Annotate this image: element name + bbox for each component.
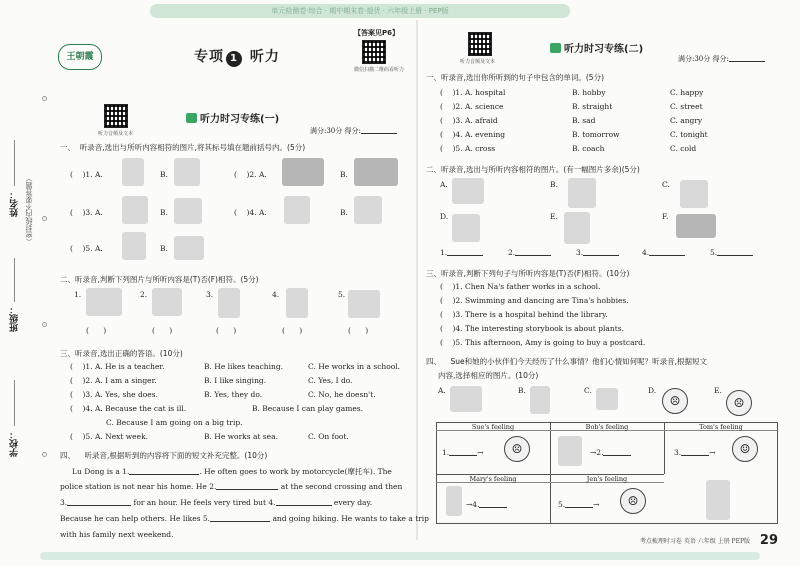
school-label: 学校：	[10, 430, 20, 457]
picture	[530, 386, 550, 414]
feeling-answer[interactable]: →2.	[590, 448, 631, 457]
binding-hole	[42, 216, 47, 221]
option-label: C. angry	[670, 116, 703, 125]
answer-item[interactable]: ( )1. A.	[70, 170, 103, 179]
passage-line: with his family next weekend.	[60, 530, 174, 539]
option-label: B.	[550, 180, 558, 189]
picture	[558, 436, 582, 466]
option-label: B. Yes, they do.	[204, 390, 263, 399]
binding-hole	[42, 96, 47, 101]
question-heading: 四、 Sue和她的小伙伴们今天经历了什么事情？他们心情如何呢？听录音,根据短文	[426, 357, 708, 366]
feeling-answer[interactable]: 3. →	[674, 448, 716, 457]
option-label: D.	[440, 212, 449, 221]
score-line: 满分:30分 得分:	[310, 126, 397, 136]
binding-hole	[42, 452, 47, 457]
option-label: B.	[160, 244, 168, 253]
picture	[122, 196, 148, 224]
option-label: B. He likes teaching.	[204, 362, 284, 371]
picture	[282, 158, 324, 186]
tf-item[interactable]: ( )4. The interesting storybook is about plants.	[440, 324, 624, 333]
option-label: E.	[550, 212, 558, 221]
picture	[152, 288, 182, 316]
name-line	[14, 140, 15, 186]
publisher-logo: 王朝霞	[58, 44, 102, 70]
picture	[452, 214, 480, 242]
tf-bracket[interactable]: ( )	[86, 326, 107, 335]
option-label: C. cold	[670, 144, 697, 153]
name-label: 姓名：	[10, 190, 20, 217]
school-line	[14, 380, 15, 426]
option-label: C. street	[670, 102, 703, 111]
tf-bracket[interactable]: ( )	[216, 326, 237, 335]
binding-strip	[0, 0, 50, 566]
passage-line: police station is not near his home. He 2. at the second crossing and then	[60, 482, 403, 491]
tf-item[interactable]: ( )3. There is a hospital behind the library.	[440, 310, 608, 319]
option-label: A.	[438, 386, 446, 395]
feeling-answer[interactable]: 1. →	[442, 448, 484, 457]
fill-blank[interactable]	[67, 505, 131, 506]
option-label: C.	[584, 386, 592, 395]
page-number: 29	[759, 533, 778, 548]
answer-item[interactable]: ( )1. A. He is a teacher.	[70, 362, 165, 371]
picture	[122, 232, 146, 260]
question-heading: 二、听录音,选出与所听内容相符的图片。(有一幅图片多余)(5分)	[426, 165, 640, 174]
answer-item[interactable]: ( )2. A. I am a singer.	[70, 376, 157, 385]
bottom-band	[40, 552, 760, 560]
passage-line: Because he can help others. He likes 5. and going hiking. He wants to take a trip	[60, 514, 429, 523]
fill-blank[interactable]	[210, 521, 270, 522]
picture	[680, 180, 708, 208]
answer-item[interactable]: ( )4. A.	[234, 208, 267, 217]
option-label: C. He works in a school.	[308, 362, 401, 371]
tf-bracket[interactable]: ( )	[152, 326, 173, 335]
tf-bracket[interactable]: ( )	[282, 326, 303, 335]
project-title	[194, 46, 280, 67]
option-label: E.	[714, 386, 722, 395]
class-label: 班级：	[10, 305, 20, 332]
picture	[354, 158, 398, 186]
answer-item[interactable]: ( )2. A. science	[440, 102, 504, 111]
tf-item[interactable]: ( )5. This afternoon, Amy is going to buy a postcard.	[440, 338, 646, 347]
answer-tag: 【答案见P6】	[354, 29, 400, 37]
item-number: 3.	[206, 290, 214, 299]
option-label: B.	[160, 208, 168, 217]
item-number: 4.	[272, 290, 280, 299]
sad-face-icon: ☹	[504, 436, 530, 462]
page-spine	[416, 20, 418, 540]
picture	[564, 212, 590, 244]
option-label: F.	[662, 212, 669, 221]
project-title-text: 听力	[249, 49, 280, 65]
left-page	[58, 18, 429, 548]
option-label: B.	[340, 208, 348, 217]
picture	[354, 196, 382, 224]
answer-item[interactable]: ( )4. A. Because the cat is ill.	[70, 404, 187, 413]
question-heading: 四、 听录音,根据听到的内容将下面的短文补充完整。(10分)	[60, 451, 268, 460]
item-number: 1.	[74, 290, 82, 299]
feeling-header: Tom's feeling	[699, 423, 743, 431]
project-title-prefix: 专项	[194, 49, 224, 65]
answer-item[interactable]: ( )1. A. hospital	[440, 88, 506, 97]
option-label: C. No, he doesn't.	[308, 390, 376, 399]
picture	[174, 236, 204, 260]
qr-caption: 听力音频及文本	[98, 131, 134, 137]
feeling-header: Sue's feeling	[471, 423, 515, 431]
option-label: B. I like singing.	[204, 376, 267, 385]
answer-item[interactable]: ( )3. A.	[70, 208, 103, 217]
section-title-one: 听力时习专练(一)	[186, 110, 279, 125]
question-heading: 三、听录音,选出正确的答语。(10分)	[60, 349, 183, 358]
picture	[568, 178, 596, 208]
picture	[452, 178, 484, 204]
option-label: B. coach	[572, 144, 605, 153]
question-heading-cont: 内容,选择相应的图片。(10分)	[438, 371, 539, 380]
sad-face-icon: ☹	[662, 388, 688, 414]
answer-item[interactable]: ( )3. A. afraid	[440, 116, 498, 125]
score-line: 满分:30分 得分:	[678, 54, 765, 64]
picture	[286, 288, 308, 318]
picture	[174, 158, 200, 186]
picture	[174, 198, 202, 224]
qr-code-icon[interactable]	[468, 32, 492, 56]
option-label: B. Because I can play games.	[252, 404, 363, 413]
answer-blank[interactable]: 1.	[440, 248, 483, 257]
feeling-answer[interactable]: →4.	[466, 500, 507, 509]
answer-item[interactable]: ( )5. A.	[70, 244, 103, 253]
project-number: 1	[226, 51, 242, 67]
tf-item[interactable]: ( )1. Chen Na's father works in a school.	[440, 282, 601, 291]
picture	[676, 214, 716, 238]
option-label: C. tonight	[670, 130, 708, 139]
passage-line: Lu Dong is a 1. . He often goes to work by motorcycle(摩托车). The	[72, 467, 392, 476]
picture	[284, 196, 310, 224]
answer-item[interactable]: ( )5. A. cross	[440, 144, 496, 153]
sad-face-icon: ☹	[620, 488, 646, 514]
feeling-header: Bob's feeling	[585, 423, 629, 431]
option-label: D.	[648, 386, 657, 395]
option-label: C. Yes, I do.	[308, 376, 353, 385]
picture	[348, 290, 380, 318]
angry-face-icon: ☹	[726, 390, 752, 416]
answer-blank[interactable]: 3.	[576, 248, 619, 257]
question-heading: 一、 听录音,选出与所听内容相符的图片,将其标号填在题前括号内。(5分)	[60, 143, 306, 152]
passage-line: 3. for an hour. He feels very tired but 4. every day.	[60, 498, 373, 507]
answer-blank[interactable]: 5.	[710, 248, 753, 257]
picture	[450, 386, 482, 412]
section-title-two: 听力时习专练(二)	[550, 40, 643, 55]
picture	[122, 158, 144, 186]
picture	[86, 288, 122, 316]
page-footer: 考点梳理时习卷 英语 六年级 上册 PEP版	[639, 538, 750, 545]
item-number: 5.	[338, 290, 346, 299]
girl-picture	[706, 480, 730, 520]
answer-item[interactable]: ( )3. A. Yes, she does.	[70, 390, 158, 399]
section-badge-icon	[186, 113, 197, 123]
fill-blank[interactable]	[216, 489, 278, 490]
option-label: B. straight	[572, 102, 613, 111]
section-badge-icon	[550, 43, 561, 53]
qr-caption: 微信扫描二维码看听力	[354, 67, 405, 73]
option-label: B. hobby	[572, 88, 606, 97]
option-label: C. On foot.	[308, 432, 349, 441]
qr-caption: 听力音频及文本	[460, 59, 496, 65]
feeling-header: Jen's feeling	[586, 475, 628, 483]
answer-item[interactable]: ( )2. A.	[234, 170, 267, 179]
suitcase-picture	[446, 486, 462, 516]
answer-item[interactable]: ( )4. A. evening	[440, 130, 506, 139]
qr-code-icon[interactable]	[362, 40, 386, 64]
option-label: B. tomorrow	[572, 130, 620, 139]
option-label: A.	[440, 180, 448, 189]
picture	[218, 288, 240, 318]
header-band: 单元检测卷·综合 · 期中期末卷·提优 · 六年级上册 · PEP版	[150, 4, 570, 18]
question-heading: 三、听录音,判断下列句子与所听内容是(T)否(F)相符。(10分)	[426, 269, 630, 278]
option-label: C. happy	[670, 88, 704, 97]
feeling-header: Mary's feeling	[469, 475, 517, 483]
smile-face-icon: ☺	[732, 436, 758, 462]
option-label: B. sad	[572, 116, 596, 125]
binding-hole	[42, 322, 47, 327]
question-heading: 一、听录音,选出你所听到的句子中包含的单词。(5分)	[426, 73, 605, 82]
tf-item[interactable]: ( )2. Swimming and dancing are Tina's hobbies.	[440, 296, 629, 305]
seal-line-note: （密封线内不要答题）	[25, 175, 33, 245]
right-page	[424, 18, 784, 548]
option-label: C. Because I am going on a big trip.	[106, 418, 243, 427]
answer-blank[interactable]: 2.	[508, 248, 551, 257]
fill-blank[interactable]	[129, 474, 199, 475]
qr-code-icon[interactable]	[104, 104, 128, 128]
answer-item[interactable]: ( )5. A. Next week.	[70, 432, 148, 441]
option-label: B.	[160, 170, 168, 179]
class-line	[14, 258, 15, 302]
picture	[596, 388, 618, 410]
feeling-answer[interactable]: 5. →	[558, 500, 600, 509]
option-label: B.	[340, 170, 348, 179]
answer-blank[interactable]: 4.	[642, 248, 685, 257]
fill-blank[interactable]	[276, 505, 332, 506]
question-heading: 二、听录音,判断下列图片与所听内容是(T)否(F)相符。(5分)	[60, 275, 259, 284]
tf-bracket[interactable]: ( )	[348, 326, 369, 335]
option-label: B.	[518, 386, 526, 395]
item-number: 2.	[140, 290, 148, 299]
option-label: B. He works at sea.	[204, 432, 278, 441]
option-label: C.	[662, 180, 670, 189]
